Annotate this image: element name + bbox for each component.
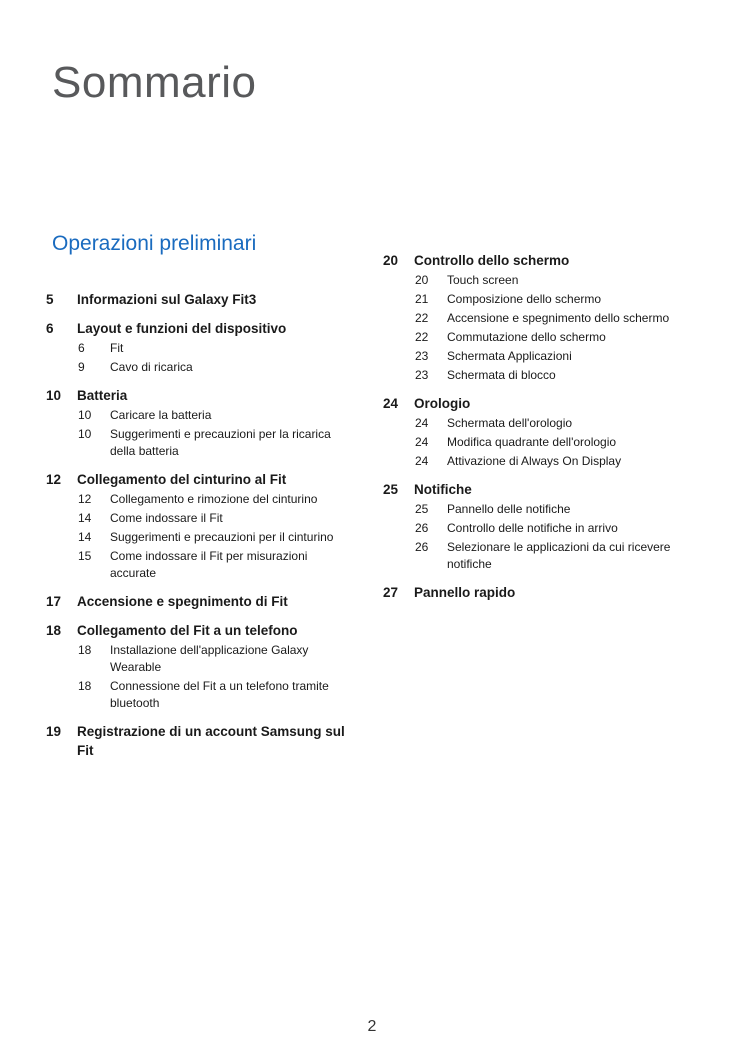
toc-subsection-page: 21 (415, 292, 429, 306)
toc-subsection-page: 22 (415, 330, 429, 344)
toc-left-column (46, 290, 356, 760)
toc-subsection-title: Controllo delle notifiche in arrivo (447, 521, 618, 535)
toc-subsection-page: 18 (78, 643, 92, 657)
toc-subsection-page: 12 (78, 492, 92, 506)
toc-subsection[interactable] (46, 340, 356, 357)
toc-subsection[interactable] (383, 434, 703, 451)
toc-subsection-title: Fit (110, 341, 124, 355)
toc-chapter-title: Informazioni sul Galaxy Fit3 (77, 292, 257, 307)
toc-subsection[interactable] (383, 539, 703, 573)
toc-subsection-page: 24 (415, 454, 429, 468)
toc-chapter-entry (46, 460, 356, 582)
toc-chapter-title: Orologio (414, 396, 471, 411)
toc-chapter-title: Layout e funzioni del dispositivo (77, 321, 287, 336)
toc-chapter-page: 24 (383, 396, 399, 411)
page-title: Sommario (52, 58, 257, 107)
toc-subsection[interactable] (383, 272, 703, 289)
toc-subsection-title: Collegamento e rimozione del cinturino (110, 492, 318, 506)
toc-chapter-title: Collegamento del cinturino al Fit (77, 472, 287, 487)
toc-chapter-entry (46, 376, 356, 460)
page-number: 2 (367, 1018, 377, 1035)
toc-chapter[interactable] (383, 251, 703, 270)
toc-chapter-entry (46, 712, 356, 760)
toc-subsection-title: Schermata di blocco (447, 368, 556, 382)
toc-subsection[interactable] (46, 491, 356, 508)
toc-chapter-entry (46, 309, 356, 376)
toc-chapter-page: 10 (46, 388, 62, 403)
toc-subsection-title: Accensione e spegnimento dello schermo (447, 311, 670, 325)
toc-subsection[interactable] (383, 415, 703, 432)
toc-chapter[interactable] (46, 376, 356, 405)
toc-subsection[interactable] (383, 520, 703, 537)
toc-subsection-title: Schermata dell'orologio (447, 416, 573, 430)
toc-subsection-title: Pannello delle notifiche (447, 502, 571, 516)
toc-subsection-page: 10 (78, 408, 92, 422)
toc-chapter-title: Controllo dello schermo (414, 253, 570, 268)
toc-subsection-title: Connessione del Fit a un telefono tramite bluetooth (110, 679, 329, 710)
toc-subsection-title: Suggerimenti e precauzioni per la ricarica della batteria (110, 427, 331, 458)
toc-chapter[interactable] (46, 460, 356, 489)
toc-subsection[interactable] (46, 359, 356, 376)
toc-chapter-page: 25 (383, 482, 399, 497)
toc-chapter-entry (383, 573, 703, 602)
toc-subsection[interactable] (383, 329, 703, 346)
toc-chapter-entry (46, 290, 356, 309)
toc-subsection-page: 15 (78, 549, 92, 563)
toc-subsection-title: Come indossare il Fit (110, 511, 223, 525)
toc-subsection[interactable] (46, 510, 356, 527)
toc-subsection-title: Touch screen (447, 273, 519, 287)
toc-subsection[interactable] (383, 348, 703, 365)
toc-subsection[interactable] (46, 529, 356, 546)
toc-chapter-entry (46, 611, 356, 712)
toc-subsection-title: Commutazione dello schermo (447, 330, 606, 344)
toc-right-column (383, 251, 703, 602)
toc-chapter-title: Notifiche (414, 482, 472, 497)
toc-subsection[interactable] (46, 642, 356, 676)
toc-subsection-title: Come indossare il Fit per misurazioni accurate (110, 549, 308, 580)
toc-subsection-page: 6 (78, 341, 85, 355)
toc-chapter[interactable] (383, 573, 703, 602)
toc-subsection[interactable] (383, 501, 703, 518)
section-heading: Operazioni preliminari (52, 232, 257, 255)
toc-subsection-page: 10 (78, 427, 92, 441)
toc-subsection-page: 26 (415, 540, 429, 554)
toc-subsection[interactable] (383, 291, 703, 308)
toc-chapter-entry (383, 470, 703, 573)
toc-subsection[interactable] (383, 453, 703, 470)
toc-chapter-title: Pannello rapido (414, 585, 516, 600)
toc-subsection-title: Installazione dell'applicazione Galaxy Wearable (110, 643, 309, 674)
toc-subsection[interactable] (46, 426, 356, 460)
toc-subsection-title: Suggerimenti e precauzioni per il cinturino (110, 530, 334, 544)
toc-chapter-title: Collegamento del Fit a un telefono (77, 623, 298, 638)
toc-subsection-page: 14 (78, 511, 92, 525)
toc-subsection-page: 24 (415, 435, 429, 449)
toc-subsection-page: 22 (415, 311, 429, 325)
toc-chapter-page: 6 (46, 321, 54, 336)
toc-chapter[interactable] (46, 611, 356, 640)
toc-subsection-page: 23 (415, 349, 429, 363)
toc-subsection-title: Composizione dello schermo (447, 292, 602, 306)
toc-subsection-title: Schermata Applicazioni (447, 349, 572, 363)
toc-subsection-title: Selezionare le applicazioni da cui ricevere notifiche (447, 540, 671, 571)
toc-subsection-page: 25 (415, 502, 429, 516)
toc-subsection-page: 24 (415, 416, 429, 430)
toc-chapter-title: Registrazione di un account Samsung sul Fit (77, 724, 345, 758)
toc-subsection-title: Caricare la batteria (110, 408, 212, 422)
toc-subsection-page: 18 (78, 679, 92, 693)
toc-chapter[interactable] (46, 712, 356, 760)
toc-chapter-entry (383, 251, 703, 384)
toc-chapter-entry (383, 384, 703, 470)
toc-subsection[interactable] (383, 310, 703, 327)
toc-chapter-title: Accensione e spegnimento di Fit (77, 594, 288, 609)
toc-chapter[interactable] (46, 582, 356, 611)
toc-chapter[interactable] (383, 470, 703, 499)
toc-chapter[interactable] (383, 384, 703, 413)
toc-subsection[interactable] (46, 548, 356, 582)
toc-chapter-page: 12 (46, 472, 62, 487)
toc-chapter-page: 27 (383, 585, 399, 600)
toc-subsection-title: Attivazione di Always On Display (447, 454, 622, 468)
toc-chapter-page: 17 (46, 594, 62, 609)
toc-chapter-page: 18 (46, 623, 62, 638)
toc-subsection-title: Cavo di ricarica (110, 360, 193, 374)
toc-subsection-page: 9 (78, 360, 85, 374)
toc-subsection-title: Modifica quadrante dell'orologio (447, 435, 617, 449)
toc-subsection-page: 20 (415, 273, 429, 287)
toc-subsection[interactable] (46, 678, 356, 712)
toc-chapter-page: 19 (46, 724, 62, 739)
toc-chapter-entry (46, 582, 356, 611)
toc-chapter-title: Batteria (77, 388, 128, 403)
toc-subsection-page: 14 (78, 530, 92, 544)
toc-chapter-page: 20 (383, 253, 399, 268)
toc-chapter[interactable] (46, 290, 356, 309)
toc-subsection-page: 23 (415, 368, 429, 382)
toc-subsection-page: 26 (415, 521, 429, 535)
toc-subsection[interactable] (383, 367, 703, 384)
toc-chapter-page: 5 (46, 292, 54, 307)
toc-chapter[interactable] (46, 309, 356, 338)
toc-subsection[interactable] (46, 407, 356, 424)
